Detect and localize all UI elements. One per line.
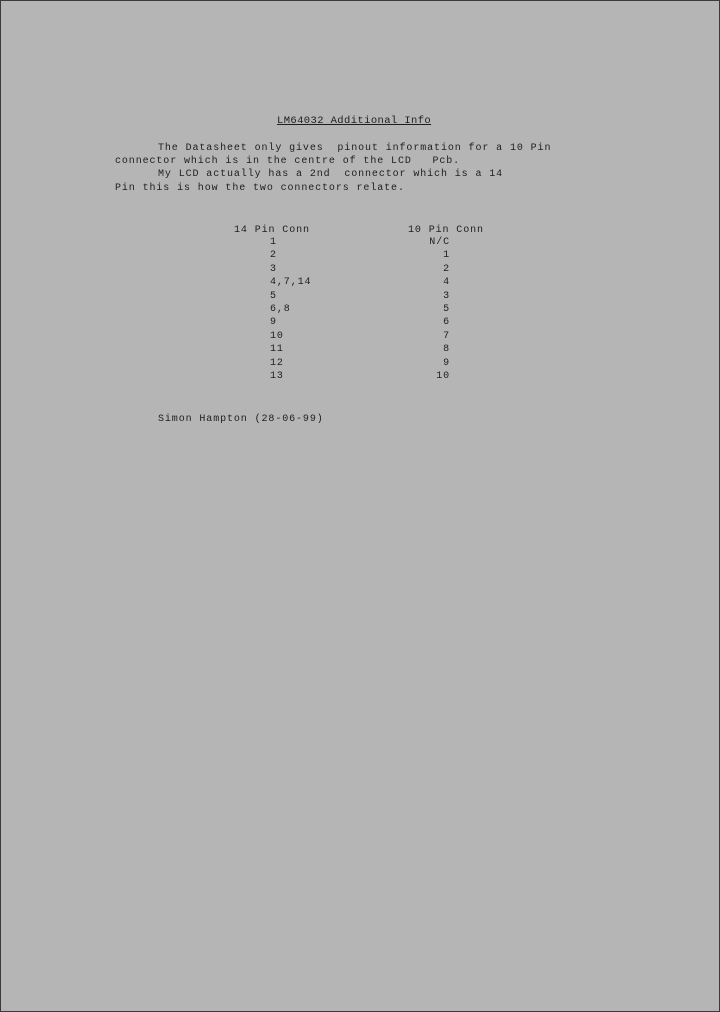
pin-14-value: 13 bbox=[270, 370, 284, 382]
pin-14-value: 1 bbox=[270, 237, 277, 248]
pin-14-value: 11 bbox=[270, 344, 284, 356]
paragraph-line-1: The Datasheet only gives pinout information for a 10 Pin bbox=[158, 143, 552, 154]
pin-mapping-table bbox=[0, 237, 720, 384]
pin-10-value: 6 bbox=[443, 317, 450, 329]
table-row bbox=[0, 317, 720, 330]
table-row bbox=[0, 331, 720, 344]
table-row bbox=[0, 371, 720, 384]
pin-14-value: 10 bbox=[270, 330, 284, 342]
pin-10-value: 3 bbox=[443, 290, 450, 302]
document-title: LM64032 Additional Info bbox=[277, 115, 432, 127]
header-14-pin-conn: 14 Pin Conn bbox=[234, 225, 310, 236]
pin-14-value: 5 bbox=[270, 290, 277, 302]
pin-14-value: 2 bbox=[270, 250, 277, 262]
pin-10-value: 9 bbox=[443, 357, 450, 369]
pin-14-value: 4,7,14 bbox=[270, 277, 312, 289]
author-signature-line: Simon Hampton (28-06-99) bbox=[158, 414, 324, 425]
table-row bbox=[0, 358, 720, 371]
pin-10-value: N/C bbox=[429, 237, 450, 248]
pin-14-value: 3 bbox=[270, 263, 277, 275]
pin-10-value: 1 bbox=[443, 250, 450, 262]
pin-10-value: 8 bbox=[443, 344, 450, 356]
pin-14-value: 12 bbox=[270, 357, 284, 369]
paragraph-line-2: connector which is in the centre of the LCD Pcb. bbox=[115, 156, 461, 167]
paragraph-line-3: My LCD actually has a 2nd connector which is a 14 bbox=[158, 169, 504, 180]
pin-10-value: 7 bbox=[443, 330, 450, 342]
table-row bbox=[0, 344, 720, 357]
table-row bbox=[0, 237, 720, 250]
pin-10-value: 4 bbox=[443, 277, 450, 289]
header-10-pin-conn: 10 Pin Conn bbox=[408, 225, 484, 236]
table-row bbox=[0, 264, 720, 277]
pin-10-value: 5 bbox=[443, 303, 450, 315]
table-row bbox=[0, 291, 720, 304]
pin-10-value: 10 bbox=[436, 370, 450, 382]
table-row bbox=[0, 304, 720, 317]
table-row bbox=[0, 277, 720, 290]
paragraph-line-4: Pin this is how the two connectors relate. bbox=[115, 183, 405, 194]
pin-14-value: 9 bbox=[270, 317, 277, 329]
pin-10-value: 2 bbox=[443, 263, 450, 275]
pin-14-value: 6,8 bbox=[270, 303, 291, 315]
table-row bbox=[0, 250, 720, 263]
